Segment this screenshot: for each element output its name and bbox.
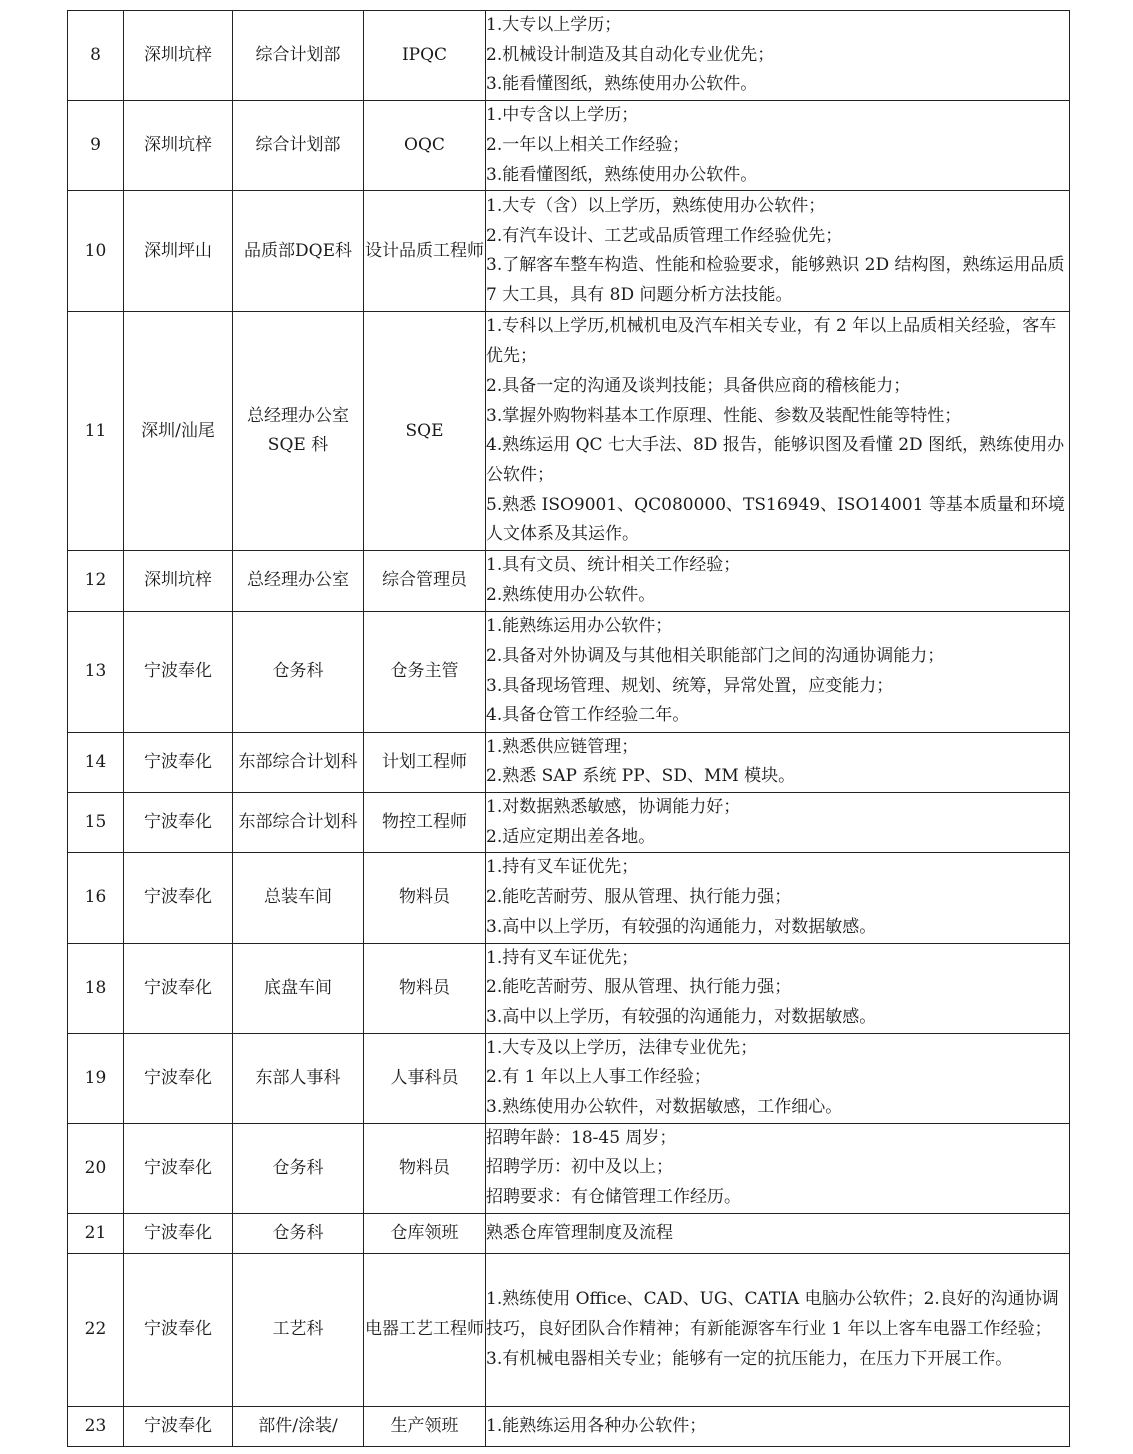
number-cell: 22 xyxy=(68,1253,124,1406)
department-cell: 工艺科 xyxy=(233,1253,364,1406)
requirements-cell xyxy=(486,611,1070,732)
number-cell: 19 xyxy=(68,1033,124,1123)
department-cell: 仓务科 xyxy=(233,611,364,732)
requirements-cell xyxy=(486,1213,1070,1253)
requirements-cell xyxy=(486,312,1070,551)
table-body xyxy=(68,11,1070,1447)
requirements-cell xyxy=(486,1123,1070,1213)
requirements-cell xyxy=(486,1406,1070,1446)
requirements-cell xyxy=(486,853,1070,943)
department-cell: 东部综合计划科 xyxy=(233,793,364,853)
number-cell: 23 xyxy=(68,1406,124,1446)
location-cell: 宁波奉化 xyxy=(124,732,233,792)
number-cell: 16 xyxy=(68,853,124,943)
requirement-line: 1.大专（含）以上学历，熟练使用办公软件； xyxy=(486,195,826,216)
requirement-line: 2.具备对外协调及与其他相关职能部门之间的沟通协调能力； xyxy=(486,645,945,666)
location-cell: 深圳坑梓 xyxy=(124,11,233,101)
department-cell: 总经理办公室 SQE 科 xyxy=(233,312,364,551)
requirement-line: 1.大专及以上学历，法律专业优先； xyxy=(486,1037,758,1058)
requirement-line: 2.熟练使用办公软件。 xyxy=(486,584,656,605)
recruitment-table-page xyxy=(67,10,1069,1447)
requirement-line: 3.掌握外购物料基本工作原理、性能、参数及装配性能等特性； xyxy=(486,405,962,426)
requirement-line: 3.高中以上学历，有较强的沟通能力，对数据敏感。 xyxy=(486,916,877,937)
location-cell: 宁波奉化 xyxy=(124,1406,233,1446)
location-cell: 宁波奉化 xyxy=(124,1033,233,1123)
position-cell: IPQC xyxy=(364,11,486,101)
requirement-line: 2.具备一定的沟通及谈判技能；具备供应商的稽核能力； xyxy=(486,375,911,396)
requirement-line: 3.了解客车整车构造、性能和检验要求，能够熟识 2D 结构图，熟练运用品质 7 大工具，具有 8D 问题分析方法技能。 xyxy=(486,255,1065,305)
department-cell: 总装车间 xyxy=(233,853,364,943)
location-cell: 宁波奉化 xyxy=(124,943,233,1033)
location-cell: 深圳/汕尾 xyxy=(124,312,233,551)
requirement-line: 2.能吃苦耐劳、服从管理、执行能力强； xyxy=(486,887,792,908)
table-row xyxy=(68,551,1070,611)
table-row xyxy=(68,793,1070,853)
position-cell: 生产领班 xyxy=(364,1406,486,1446)
table-row xyxy=(68,1406,1070,1446)
table-row xyxy=(68,312,1070,551)
position-cell: OQC xyxy=(364,101,486,191)
position-cell: SQE xyxy=(364,312,486,551)
requirement-line: 2.熟悉 SAP 系统 PP、SD、MM 模块。 xyxy=(486,766,796,787)
location-cell: 宁波奉化 xyxy=(124,1213,233,1253)
position-cell: 电器工艺工程师 xyxy=(364,1253,486,1406)
location-cell: 宁波奉化 xyxy=(124,793,233,853)
location-cell: 深圳坑梓 xyxy=(124,101,233,191)
requirement-line: 招聘要求：有仓储管理工作经历。 xyxy=(486,1187,741,1208)
requirement-line: 1.大专以上学历； xyxy=(486,15,622,35)
requirements-cell xyxy=(486,101,1070,191)
position-cell: 人事科员 xyxy=(364,1033,486,1123)
table-row xyxy=(68,732,1070,792)
requirement-line: 2.机械设计制造及其自动化专业优先； xyxy=(486,44,775,65)
table-row xyxy=(68,1213,1070,1253)
requirement-line: 熟悉仓库管理制度及流程 xyxy=(486,1222,673,1243)
job-requirements-table xyxy=(67,10,1070,1447)
location-cell: 宁波奉化 xyxy=(124,853,233,943)
department-cell: 部件/涂装/ xyxy=(233,1406,364,1446)
position-cell: 综合管理员 xyxy=(364,551,486,611)
requirement-line: 3.能看懂图纸，熟练使用办公软件。 xyxy=(486,164,758,185)
department-cell: 仓务科 xyxy=(233,1213,364,1253)
number-cell: 14 xyxy=(68,732,124,792)
requirement-line: 2.有 1 年以上人事工作经验； xyxy=(486,1067,711,1088)
position-cell: 物料员 xyxy=(364,1123,486,1213)
department-cell: 仓务科 xyxy=(233,1123,364,1213)
requirement-line: 1.能熟练运用办公软件； xyxy=(486,616,673,637)
requirement-line: 3.高中以上学历，有较强的沟通能力，对数据敏感。 xyxy=(486,1006,877,1027)
requirement-line: 1.具有文员、统计相关工作经验； xyxy=(486,555,741,576)
requirements-cell xyxy=(486,551,1070,611)
requirement-line: 1.持有叉车证优先； xyxy=(486,947,639,968)
requirement-line: 1.熟练使用 Office、CAD、UG、CATIA 电脑办公软件；2.良好的沟通协调技巧，良好团队合作精神；有新能源客车行业 1 年以上客车电器工作经验； xyxy=(486,1289,1059,1340)
number-cell: 11 xyxy=(68,312,124,551)
requirements-cell xyxy=(486,732,1070,792)
location-cell: 宁波奉化 xyxy=(124,1253,233,1406)
requirements-cell xyxy=(486,1253,1070,1406)
requirement-line: 5.熟悉 ISO9001、QC080000、TS16949、ISO14001 等基本质量和环境人文体系及其运作。 xyxy=(486,494,1065,545)
requirements-cell xyxy=(486,191,1070,312)
number-cell: 10 xyxy=(68,191,124,312)
department-cell: 品质部DQE科 xyxy=(233,191,364,312)
requirement-line: 4.熟练运用 QC 七大手法、8D 报告，能够识图及看懂 2D 图纸，熟练使用办公软件； xyxy=(486,435,1065,485)
table-row xyxy=(68,943,1070,1033)
position-cell: 设计品质工程师 xyxy=(364,191,486,312)
number-cell: 9 xyxy=(68,101,124,191)
number-cell: 20 xyxy=(68,1123,124,1213)
requirement-line: 2.适应定期出差各地。 xyxy=(486,826,656,847)
number-cell: 13 xyxy=(68,611,124,732)
table-row xyxy=(68,1253,1070,1406)
number-cell: 8 xyxy=(68,11,124,101)
location-cell: 深圳坑梓 xyxy=(124,551,233,611)
table-row xyxy=(68,853,1070,943)
position-cell: 仓库领班 xyxy=(364,1213,486,1253)
department-cell: 综合计划部 xyxy=(233,11,364,101)
requirement-line: 1.专科以上学历,机械机电及汽车相关专业，有 2 年以上品质相关经验，客车优先； xyxy=(486,316,1057,367)
requirement-line: 2.有汽车设计、工艺或品质管理工作经验优先； xyxy=(486,225,843,246)
requirement-line: 招聘学历：初中及以上； xyxy=(486,1157,673,1178)
location-cell: 深圳坪山 xyxy=(124,191,233,312)
requirements-cell xyxy=(486,793,1070,853)
position-cell: 物料员 xyxy=(364,853,486,943)
requirements-cell xyxy=(486,1033,1070,1123)
requirement-line: 1.熟悉供应链管理； xyxy=(486,736,639,757)
department-cell: 综合计划部 xyxy=(233,101,364,191)
table-row xyxy=(68,611,1070,732)
number-cell: 18 xyxy=(68,943,124,1033)
requirement-line: 4.具备仓管工作经验二年。 xyxy=(486,705,690,726)
requirement-line: 3.能看懂图纸，熟练使用办公软件。 xyxy=(486,74,758,95)
department-cell: 东部人事科 xyxy=(233,1033,364,1123)
requirements-cell xyxy=(486,11,1070,101)
table-row xyxy=(68,101,1070,191)
department-cell: 东部综合计划科 xyxy=(233,732,364,792)
requirement-line: 3.有机械电器相关专业；能够有一定的抗压能力，在压力下开展工作。 xyxy=(486,1348,1013,1369)
position-cell: 计划工程师 xyxy=(364,732,486,792)
requirement-line: 2.能吃苦耐劳、服从管理、执行能力强； xyxy=(486,977,792,998)
requirement-line: 2.一年以上相关工作经验； xyxy=(486,134,690,155)
requirement-line: 1.能熟练运用各种办公软件； xyxy=(486,1415,707,1436)
requirement-line: 1.持有叉车证优先； xyxy=(486,857,639,878)
position-cell: 物料员 xyxy=(364,943,486,1033)
requirements-cell xyxy=(486,943,1070,1033)
requirement-line: 1.对数据熟悉敏感，协调能力好； xyxy=(486,797,741,818)
number-cell: 15 xyxy=(68,793,124,853)
requirement-line: 3.具备现场管理、规划、统筹，异常处置，应变能力； xyxy=(486,675,894,696)
table-row xyxy=(68,1123,1070,1213)
number-cell: 12 xyxy=(68,551,124,611)
requirement-line: 招聘年龄：18-45 周岁； xyxy=(486,1127,677,1148)
requirement-line: 1.中专含以上学历； xyxy=(486,105,639,126)
department-cell: 底盘车间 xyxy=(233,943,364,1033)
position-cell: 仓务主管 xyxy=(364,611,486,732)
number-cell: 21 xyxy=(68,1213,124,1253)
location-cell: 宁波奉化 xyxy=(124,611,233,732)
table-row xyxy=(68,1033,1070,1123)
requirement-line: 3.熟练使用办公软件，对数据敏感，工作细心。 xyxy=(486,1097,843,1118)
table-row xyxy=(68,11,1070,101)
table-row xyxy=(68,191,1070,312)
location-cell: 宁波奉化 xyxy=(124,1123,233,1213)
position-cell: 物控工程师 xyxy=(364,793,486,853)
department-cell: 总经理办公室 xyxy=(233,551,364,611)
